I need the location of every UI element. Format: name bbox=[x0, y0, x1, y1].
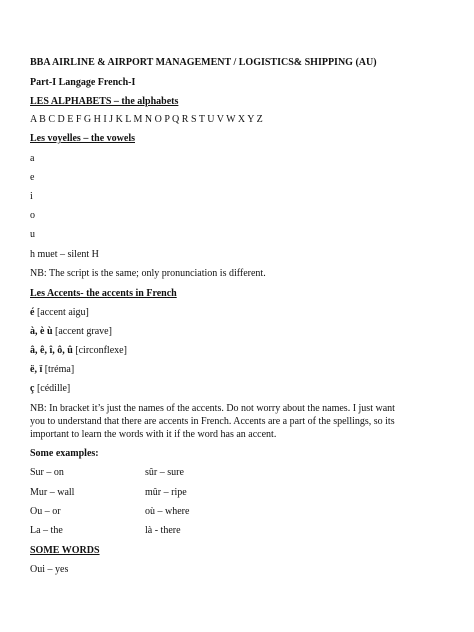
part-title: Part-I Langage French-I bbox=[30, 77, 136, 88]
example-left: Sur – on bbox=[30, 467, 64, 478]
word-item: Oui – yes bbox=[30, 564, 69, 575]
example-left: La – the bbox=[30, 525, 63, 536]
accent-label: [tréma] bbox=[42, 364, 75, 375]
accent-item bbox=[30, 363, 74, 376]
alphabet-text: A B C D E F G H I J K L M N O P Q R S T U V W X Y Z bbox=[30, 114, 263, 125]
example-right: là - there bbox=[145, 525, 181, 536]
accent-label: [circonflexe] bbox=[72, 345, 127, 356]
nb-script-note: NB: The script is the same; only pronunciation is different. bbox=[30, 268, 266, 279]
document-header: BBA AIRLINE & AIRPORT MANAGEMENT / LOGISTICS& SHIPPING (AU) bbox=[30, 57, 377, 68]
example-left: Mur – wall bbox=[30, 487, 75, 498]
examples-heading: Some examples: bbox=[30, 448, 99, 459]
example-right: sûr – sure bbox=[145, 467, 184, 478]
nb-accents-line: NB: In bracket it’s just the names of the accents. Do not worry about the names. I just want bbox=[30, 403, 395, 414]
accents-heading: Les Accents- the accents in French bbox=[30, 288, 177, 299]
nb-accents-line: you to understand that there are accents in French. Accents are a part of the spellings, so its bbox=[30, 416, 395, 427]
nb-accents-line: important to learn the words with it if the word has an accent. bbox=[30, 429, 277, 440]
example-right: mûr – ripe bbox=[145, 487, 187, 498]
vowel-item: u bbox=[30, 229, 35, 240]
accent-symbol: ë, ï bbox=[30, 364, 43, 375]
example-right: où – where bbox=[145, 506, 190, 517]
accent-symbol: é bbox=[30, 307, 35, 318]
h-muet-note: h muet – silent H bbox=[30, 249, 99, 260]
vowel-item: e bbox=[30, 172, 35, 183]
vowel-item: i bbox=[30, 191, 33, 202]
accent-item bbox=[30, 344, 127, 357]
accent-item bbox=[30, 382, 70, 395]
accent-label: [accent grave] bbox=[52, 326, 112, 337]
accent-symbol: à, è ù bbox=[30, 326, 53, 337]
vowels-heading: Les voyelles – the vowels bbox=[30, 133, 135, 144]
vowel-item: o bbox=[30, 210, 35, 221]
alphabet-heading: LES ALPHABETS – the alphabets bbox=[30, 96, 179, 107]
accent-label: [cédille] bbox=[34, 383, 71, 394]
accent-symbol: â, ê, î, ô, û bbox=[30, 345, 73, 356]
words-heading: SOME WORDS bbox=[30, 545, 100, 556]
accent-item bbox=[30, 325, 112, 338]
accent-item bbox=[30, 306, 89, 319]
example-left: Ou – or bbox=[30, 506, 61, 517]
accent-label: [accent aigu] bbox=[34, 307, 89, 318]
accent-symbol: ç bbox=[30, 383, 35, 394]
vowel-item: a bbox=[30, 153, 35, 164]
